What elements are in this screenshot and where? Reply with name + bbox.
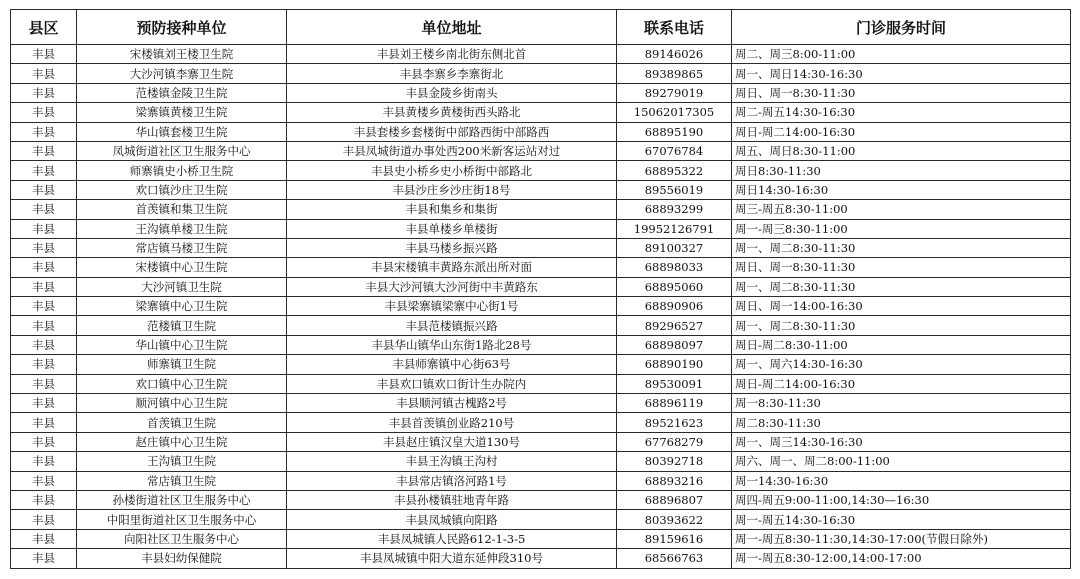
unit-name-cell: 欢口镇中心卫生院: [77, 374, 287, 393]
address-cell: 丰县首羡镇创业路210号: [287, 413, 617, 432]
county-cell: 丰县: [11, 277, 77, 296]
header-unit-address: 单位地址: [287, 10, 617, 45]
county-cell: 丰县: [11, 238, 77, 257]
address-cell: 丰县史小桥乡史小桥街中部路北: [287, 161, 617, 180]
hours-cell: 周一14:30-16:30: [732, 471, 1071, 490]
county-cell: 丰县: [11, 452, 77, 471]
table-row: [11, 374, 1071, 393]
address-cell: 丰县宋楼镇丰黄路东派出所对面: [287, 258, 617, 277]
address-cell: 丰县李寨乡李寨街北: [287, 64, 617, 83]
hours-cell: 周日-周二14:00-16:30: [732, 374, 1071, 393]
phone-cell: 68895322: [617, 161, 732, 180]
phone-cell: 89100327: [617, 238, 732, 257]
table-row: [11, 335, 1071, 354]
phone-cell: 80393622: [617, 510, 732, 529]
unit-name-cell: 华山镇中心卫生院: [77, 335, 287, 354]
hours-cell: 周一8:30-11:30: [732, 394, 1071, 413]
table-row: [11, 413, 1071, 432]
unit-name-cell: 常店镇马楼卫生院: [77, 238, 287, 257]
unit-name-cell: 中阳里街道社区卫生服务中心: [77, 510, 287, 529]
address-cell: 丰县大沙河镇大沙河街中丰黄路东: [287, 277, 617, 296]
table-row: [11, 83, 1071, 102]
address-cell: 丰县马楼乡振兴路: [287, 238, 617, 257]
hours-cell: 周二-周五14:30-16:30: [732, 103, 1071, 122]
table-row: [11, 452, 1071, 471]
table-header: [11, 10, 1071, 45]
phone-cell: 89389865: [617, 64, 732, 83]
table-row: [11, 200, 1071, 219]
table-row: [11, 161, 1071, 180]
hours-cell: 周六、周一、周二8:00-11:00: [732, 452, 1071, 471]
phone-cell: 89146026: [617, 45, 732, 64]
address-cell: 丰县凤城镇中阳大道东延伸段310号: [287, 549, 617, 568]
address-cell: 丰县单楼乡单楼街: [287, 219, 617, 238]
unit-name-cell: 孙楼街道社区卫生服务中心: [77, 490, 287, 509]
address-cell: 丰县沙庄乡沙庄街18号: [287, 180, 617, 199]
address-cell: 丰县师寨镇中心街63号: [287, 355, 617, 374]
phone-cell: 68895060: [617, 277, 732, 296]
unit-name-cell: 顺河镇中心卫生院: [77, 394, 287, 413]
phone-cell: 68895190: [617, 122, 732, 141]
address-cell: 丰县凤城街道办事处西200米新客运站对过: [287, 141, 617, 160]
table-row: [11, 45, 1071, 64]
address-cell: 丰县套楼乡套楼街中部路西街中部路西: [287, 122, 617, 141]
county-cell: 丰县: [11, 394, 77, 413]
hours-cell: 周一-周五14:30-16:30: [732, 510, 1071, 529]
table-row: [11, 238, 1071, 257]
hours-cell: 周日-周二8:30-11:00: [732, 335, 1071, 354]
hours-cell: 周四-周五9:00-11:00,14:30—16:30: [732, 490, 1071, 509]
header-county: 县区: [11, 10, 77, 45]
phone-cell: 68893216: [617, 471, 732, 490]
address-cell: 丰县和集乡和集街: [287, 200, 617, 219]
table-row: [11, 549, 1071, 568]
county-cell: 丰县: [11, 471, 77, 490]
hours-cell: 周日、周一14:00-16:30: [732, 297, 1071, 316]
phone-cell: 67768279: [617, 432, 732, 451]
phone-cell: 68896119: [617, 394, 732, 413]
county-cell: 丰县: [11, 297, 77, 316]
address-cell: 丰县范楼镇振兴路: [287, 316, 617, 335]
address-cell: 丰县刘王楼乡南北街东侧北首: [287, 45, 617, 64]
address-cell: 丰县梁寨镇梁寨中心街1号: [287, 297, 617, 316]
hours-cell: 周二、周三8:00-11:00: [732, 45, 1071, 64]
unit-name-cell: 首羡镇和集卫生院: [77, 200, 287, 219]
hours-cell: 周二8:30-11:30: [732, 413, 1071, 432]
unit-name-cell: 范楼镇卫生院: [77, 316, 287, 335]
table-row: [11, 180, 1071, 199]
hours-cell: 周一、周二8:30-11:30: [732, 277, 1071, 296]
county-cell: 丰县: [11, 180, 77, 199]
county-cell: 丰县: [11, 64, 77, 83]
phone-cell: 89530091: [617, 374, 732, 393]
unit-name-cell: 王沟镇卫生院: [77, 452, 287, 471]
address-cell: 丰县赵庄镇汉皇大道130号: [287, 432, 617, 451]
header-phone: 联系电话: [617, 10, 732, 45]
unit-name-cell: 宋楼镇中心卫生院: [77, 258, 287, 277]
county-cell: 丰县: [11, 355, 77, 374]
hours-cell: 周一、周二8:30-11:30: [732, 316, 1071, 335]
hours-cell: 周一-周五8:30-11:30,14:30-17:00(节假日除外): [732, 529, 1071, 548]
table-row: [11, 490, 1071, 509]
table-row: [11, 141, 1071, 160]
hours-cell: 周一-周五8:30-12:00,14:00-17:00: [732, 549, 1071, 568]
unit-name-cell: 首羡镇卫生院: [77, 413, 287, 432]
county-cell: 丰县: [11, 549, 77, 568]
address-cell: 丰县顺河镇古槐路2号: [287, 394, 617, 413]
county-cell: 丰县: [11, 83, 77, 102]
hours-cell: 周五、周日8:30-11:00: [732, 141, 1071, 160]
county-cell: 丰县: [11, 258, 77, 277]
unit-name-cell: 梁寨镇黄楼卫生院: [77, 103, 287, 122]
county-cell: 丰县: [11, 103, 77, 122]
table-row: [11, 297, 1071, 316]
phone-cell: 68896807: [617, 490, 732, 509]
county-cell: 丰县: [11, 335, 77, 354]
unit-name-cell: 常店镇卫生院: [77, 471, 287, 490]
phone-cell: 68893299: [617, 200, 732, 219]
hours-cell: 周一、周日14:30-16:30: [732, 64, 1071, 83]
hours-cell: 周三-周五8:30-11:00: [732, 200, 1071, 219]
county-cell: 丰县: [11, 510, 77, 529]
hours-cell: 周日-周二14:00-16:30: [732, 122, 1071, 141]
county-cell: 丰县: [11, 490, 77, 509]
table-row: [11, 64, 1071, 83]
phone-cell: 15062017305: [617, 103, 732, 122]
address-cell: 丰县金陵乡街南头: [287, 83, 617, 102]
unit-name-cell: 师寨镇史小桥卫生院: [77, 161, 287, 180]
unit-name-cell: 师寨镇卫生院: [77, 355, 287, 374]
hours-cell: 周一、周三14:30-16:30: [732, 432, 1071, 451]
county-cell: 丰县: [11, 161, 77, 180]
county-cell: 丰县: [11, 432, 77, 451]
address-cell: 丰县常店镇洛河路1号: [287, 471, 617, 490]
phone-cell: 68566763: [617, 549, 732, 568]
table-row: [11, 510, 1071, 529]
table-row: [11, 394, 1071, 413]
phone-cell: 68890190: [617, 355, 732, 374]
unit-name-cell: 宋楼镇刘王楼卫生院: [77, 45, 287, 64]
hours-cell: 周日、周一8:30-11:30: [732, 83, 1071, 102]
phone-cell: 68890906: [617, 297, 732, 316]
unit-name-cell: 丰县妇幼保健院: [77, 549, 287, 568]
hours-cell: 周一、周六14:30-16:30: [732, 355, 1071, 374]
hours-cell: 周日8:30-11:30: [732, 161, 1071, 180]
address-cell: 丰县欢口镇欢口街计生办院内: [287, 374, 617, 393]
unit-name-cell: 大沙河镇李寨卫生院: [77, 64, 287, 83]
table-row: [11, 355, 1071, 374]
county-cell: 丰县: [11, 219, 77, 238]
unit-name-cell: 梁寨镇中心卫生院: [77, 297, 287, 316]
header-service-hours: 门诊服务时间: [732, 10, 1071, 45]
county-cell: 丰县: [11, 45, 77, 64]
phone-cell: 89279019: [617, 83, 732, 102]
phone-cell: 68898033: [617, 258, 732, 277]
county-cell: 丰县: [11, 413, 77, 432]
table-row: [11, 258, 1071, 277]
phone-cell: 89556019: [617, 180, 732, 199]
hours-cell: 周一、周二8:30-11:30: [732, 238, 1071, 257]
county-cell: 丰县: [11, 529, 77, 548]
hours-cell: 周日、周一8:30-11:30: [732, 258, 1071, 277]
header-row: [11, 10, 1071, 45]
hours-cell: 周日14:30-16:30: [732, 180, 1071, 199]
table-row: [11, 122, 1071, 141]
phone-cell: 19952126791: [617, 219, 732, 238]
county-cell: 丰县: [11, 316, 77, 335]
table-row: [11, 471, 1071, 490]
county-cell: 丰县: [11, 200, 77, 219]
address-cell: 丰县凤城镇向阳路: [287, 510, 617, 529]
hours-cell: 周一-周三8:30-11:00: [732, 219, 1071, 238]
county-cell: 丰县: [11, 141, 77, 160]
address-cell: 丰县黄楼乡黄楼街西头路北: [287, 103, 617, 122]
table-row: [11, 432, 1071, 451]
unit-name-cell: 凤城街道社区卫生服务中心: [77, 141, 287, 160]
address-cell: 丰县华山镇华山东街1路北28号: [287, 335, 617, 354]
county-cell: 丰县: [11, 374, 77, 393]
table-row: [11, 316, 1071, 335]
clinic-schedule-document: [10, 9, 1070, 569]
table-row: [11, 529, 1071, 548]
address-cell: 丰县凤城镇人民路612-1-3-5: [287, 529, 617, 548]
table-row: [11, 103, 1071, 122]
unit-name-cell: 范楼镇金陵卫生院: [77, 83, 287, 102]
county-cell: 丰县: [11, 122, 77, 141]
unit-name-cell: 赵庄镇中心卫生院: [77, 432, 287, 451]
phone-cell: 80392718: [617, 452, 732, 471]
header-unit-name: 预防接种单位: [77, 10, 287, 45]
table-body: [11, 45, 1071, 569]
unit-name-cell: 向阳社区卫生服务中心: [77, 529, 287, 548]
table-row: [11, 219, 1071, 238]
table-row: [11, 277, 1071, 296]
phone-cell: 89296527: [617, 316, 732, 335]
unit-name-cell: 王沟镇单楼卫生院: [77, 219, 287, 238]
phone-cell: 89159616: [617, 529, 732, 548]
unit-name-cell: 华山镇套楼卫生院: [77, 122, 287, 141]
address-cell: 丰县王沟镇王沟村: [287, 452, 617, 471]
phone-cell: 67076784: [617, 141, 732, 160]
vaccination-units-table: [10, 9, 1071, 569]
phone-cell: 68898097: [617, 335, 732, 354]
address-cell: 丰县孙楼镇驻地青年路: [287, 490, 617, 509]
phone-cell: 89521623: [617, 413, 732, 432]
unit-name-cell: 欢口镇沙庄卫生院: [77, 180, 287, 199]
unit-name-cell: 大沙河镇卫生院: [77, 277, 287, 296]
